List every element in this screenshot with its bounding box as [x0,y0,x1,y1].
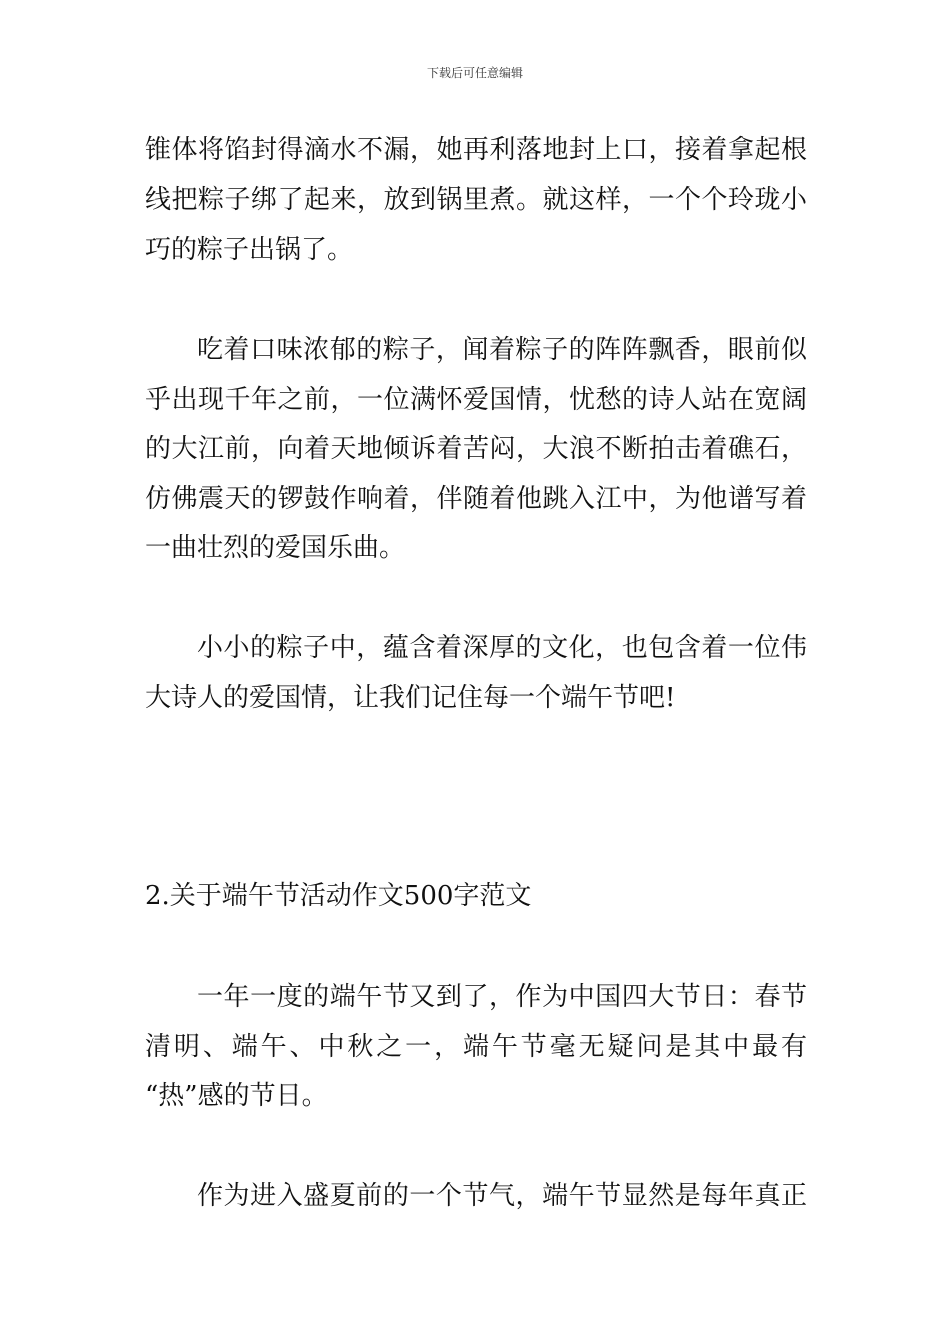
text-line: 吃着口味浓郁的粽子，闻着粽子的阵阵飘香，眼前似 [197,335,807,365]
text-line: 清明、端午、中秋之一，端午节毫无疑问是其中最有 [145,1032,807,1062]
page-header: 下载后可任意编辑 [426,66,523,80]
text-line: 锥体将馅封得滴水不漏，她再利落地封上口，接着拿起根 [145,135,807,165]
text-line: 大诗人的爱国情，让我们记住每一个端午节吧! [145,683,676,713]
text-line: 仿佛震天的锣鼓作响着，伴随着他跳入江中，为他谱写着 [145,484,807,514]
text-line: 小小的粽子中，蕴含着深厚的文化，也包含着一位伟 [197,633,807,663]
text-line: 乎出现千年之前，一位满怀爱国情，忧愁的诗人站在宽阔 [145,385,807,415]
text-line: “热”感的节日。 [145,1081,328,1111]
text-line: 作为进入盛夏前的一个节气，端午节显然是每年真正 [197,1181,807,1211]
text-line: 的大江前，向着天地倾诉着苦闷，大浪不断拍击着礁石， [145,434,807,464]
text-line: 线把粽子绑了起来，放到锅里煮。就这样，一个个玲珑小 [145,185,807,215]
text-line: 巧的粽子出锅了。 [145,235,354,265]
text-line: 一曲壮烈的爱国乐曲。 [145,533,406,563]
section-heading: 2.关于端午节活动作文500字范文 [145,881,532,911]
text-line: 一年一度的端午节又到了，作为中国四大节日：春节 [197,982,807,1012]
